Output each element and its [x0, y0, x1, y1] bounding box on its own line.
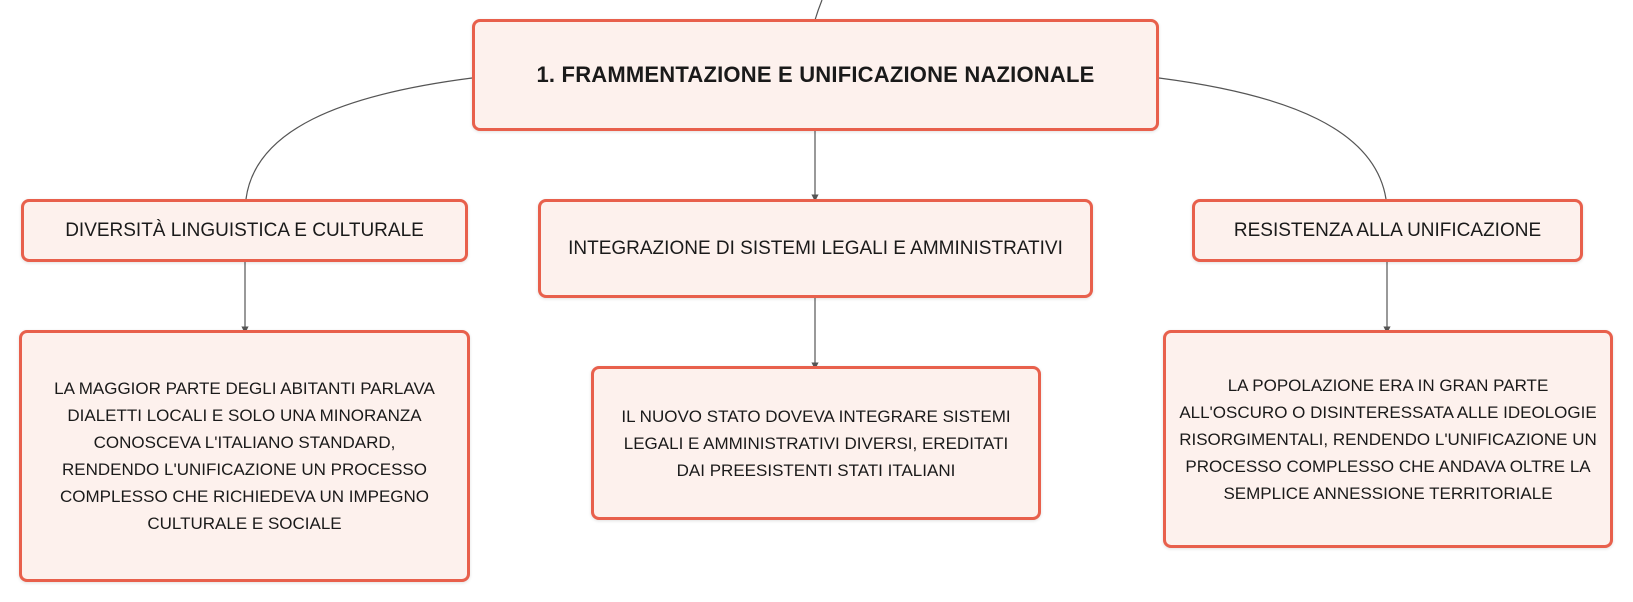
- detail-node-legal-integration[interactable]: [591, 366, 1041, 520]
- branch-node-resistance[interactable]: [1192, 199, 1583, 262]
- branch-node-legal-integration[interactable]: [538, 199, 1093, 298]
- incoming-connector: [815, 0, 822, 20]
- branch-node-label: RESISTENZA ALLA UNIFICAZIONE: [1233, 219, 1542, 241]
- detail-node-resistance[interactable]: [1163, 330, 1613, 548]
- connector-root-to-branch-1: [246, 78, 472, 199]
- branch-node-linguistic-diversity[interactable]: [21, 199, 468, 262]
- branch-node-label: INTEGRAZIONE DI SISTEMI LEGALI E AMMINISTRATIVI: [568, 237, 1063, 259]
- root-node[interactable]: [472, 19, 1159, 131]
- detail-node-text: IL NUOVO STATO DOVEVA INTEGRARE SISTEMI LEGALI E AMMINISTRATIVI DIVERSI, EREDITATI DAI PREESISTENTI STATI ITALIANI: [621, 406, 1011, 480]
- branch-node-label: DIVERSITÀ LINGUISTICA E CULTURALE: [65, 219, 424, 241]
- detail-node-text: LA MAGGIOR PARTE DEGLI ABITANTI PARLAVA DIALETTI LOCALI E SOLO UNA MINORANZA CONOSCEVA L'ITALIANO STANDARD, RENDENDO L'UNIFICAZIONE UN PROCESSO COMPLESSO CHE RICHIEDEVA UN IMPEGNO CULTURALE E SOCIALE: [54, 379, 435, 533]
- connector-root-to-branch-3: [1159, 78, 1386, 199]
- detail-node-linguistic-diversity[interactable]: [19, 330, 470, 582]
- root-node-label: 1. FRAMMENTAZIONE E UNIFICAZIONE NAZIONALE: [536, 62, 1095, 87]
- detail-node-text: LA POPOLAZIONE ERA IN GRAN PARTE ALL'OSCURO O DISINTERESSATA ALLE IDEOLOGIE RISORGIMENTALI, RENDENDO L'UNIFICAZIONE UN PROCESSO COMPLESSO CHE ANDAVA OLTRE LA SEMPLICE ANNESSIONE TERRITORIALE: [1179, 375, 1597, 503]
